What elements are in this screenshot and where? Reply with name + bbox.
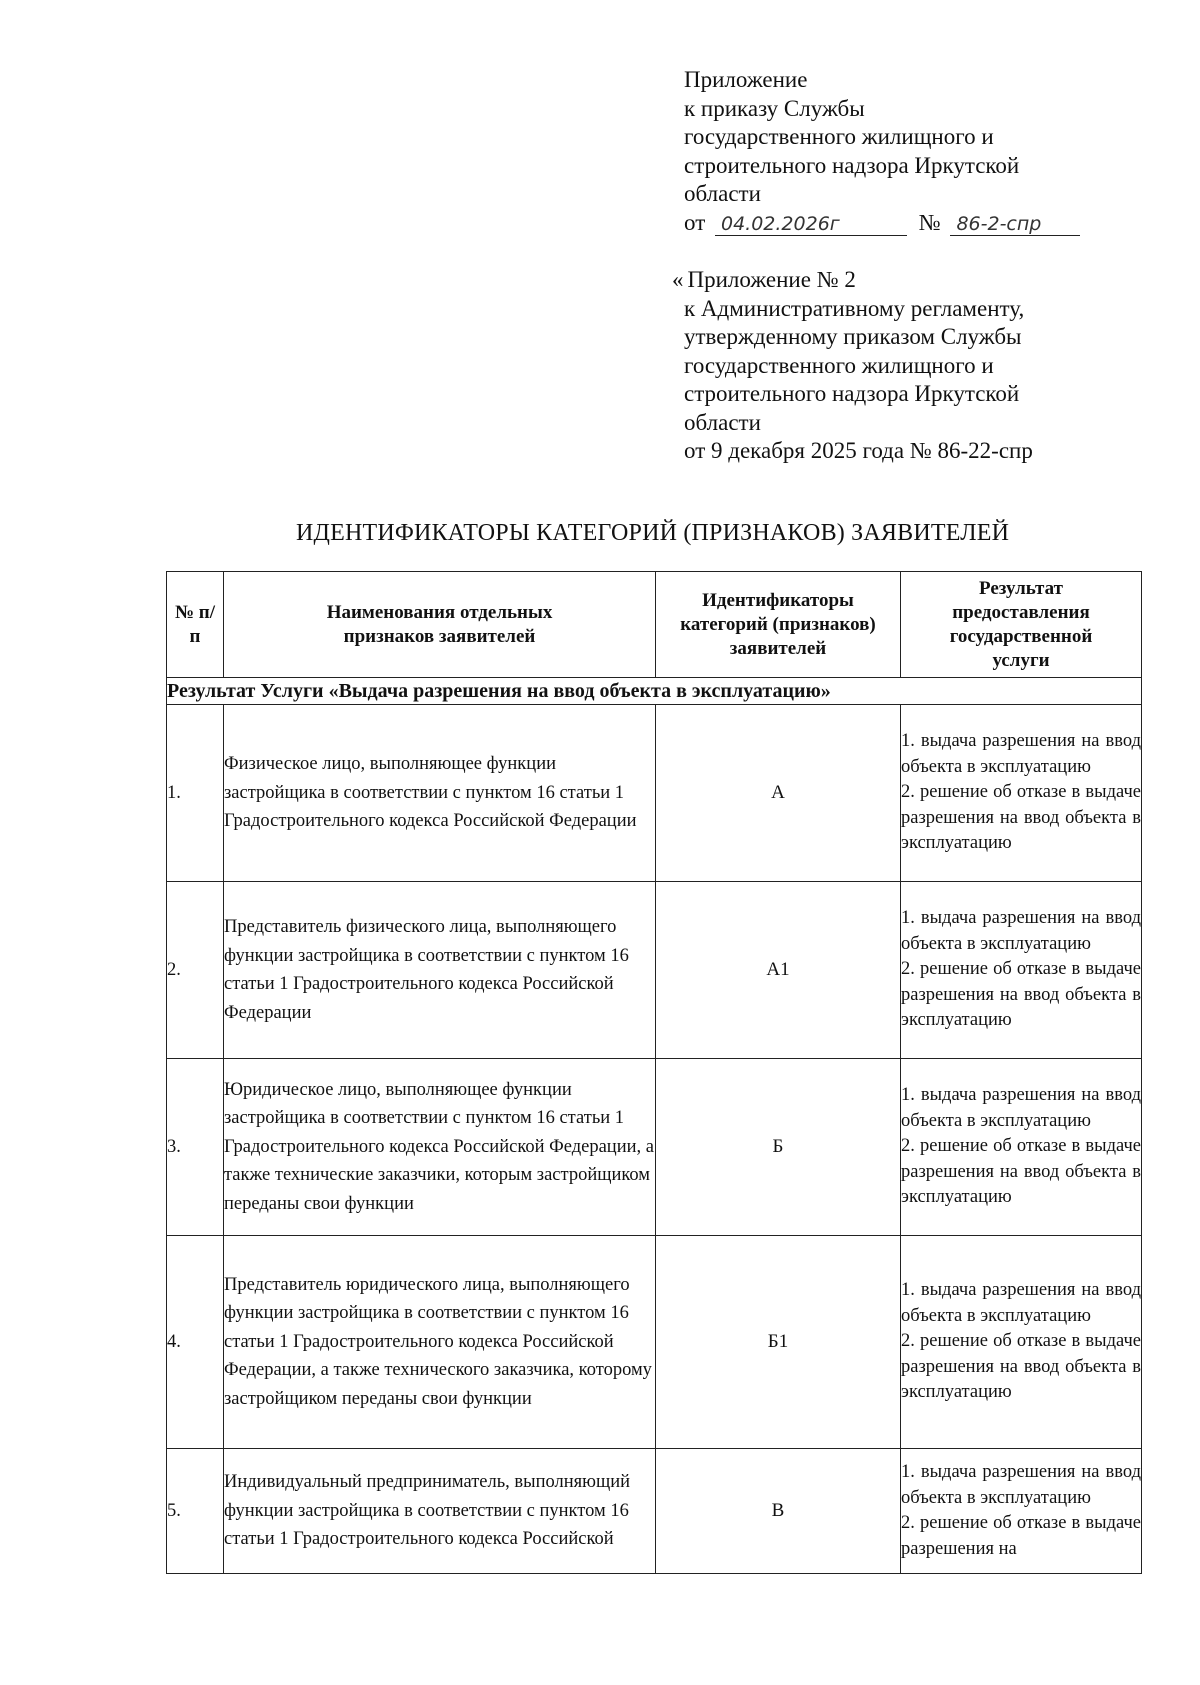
applicant-name: Представитель юридического лица, выполняющего функции застройщика в соответствии с пунктом 16 статьи 1 Градостроительного кодекса Российской Федерации, а также технического заказчика, которому застройщиком переданы свои функции xyxy=(224,1236,656,1449)
header-line: области xyxy=(684,181,761,206)
header-line: Приложение xyxy=(684,67,808,92)
table-header-row xyxy=(167,572,1142,678)
section-title: Результат Услуги «Выдача разрешения на ввод объекта в эксплуатацию» xyxy=(167,678,1142,705)
category-id: В xyxy=(656,1449,901,1574)
row-number: 4. xyxy=(167,1236,224,1449)
service-result xyxy=(901,1059,1142,1236)
result-item: 1. выдача разрешения на ввод объекта в эксплуатацию xyxy=(901,1085,1141,1131)
column-header-num: № п/п xyxy=(167,572,224,678)
applicant-name: Физическое лицо, выполняющее функции застройщика в соответствии с пунктом 16 статьи 1 Градостроительного кодекса Российской Федерации xyxy=(224,705,656,882)
category-id: А xyxy=(656,705,901,882)
result-item: 1. выдача разрешения на ввод объекта в эксплуатацию xyxy=(901,1280,1141,1326)
handwritten-number: 86-2-спр xyxy=(950,213,1080,236)
column-header-id: Идентификаторы категорий (признаков) заявителей xyxy=(656,572,901,678)
table-row xyxy=(167,882,1142,1059)
result-item: 2. решение об отказе в выдаче разрешения на ввод объекта в эксплуатацию xyxy=(901,1331,1141,1403)
column-header-name: Наименования отдельных признаков заявителей xyxy=(224,572,656,678)
number-sign: № xyxy=(918,209,941,235)
date-prefix: от xyxy=(684,209,706,235)
result-item: 2. решение об отказе в выдаче разрешения на ввод объекта в эксплуатацию xyxy=(901,782,1141,854)
order-date-line xyxy=(684,209,1124,238)
section-row xyxy=(167,678,1142,705)
appendix-line: строительного надзора Иркутской xyxy=(684,381,1020,406)
row-number: 2. xyxy=(167,882,224,1059)
opening-quote: « xyxy=(672,267,684,292)
appendix-line: от 9 декабря 2025 года № 86-22-спр xyxy=(684,438,1033,463)
service-result xyxy=(901,705,1142,882)
row-number: 3. xyxy=(167,1059,224,1236)
table-row xyxy=(167,1236,1142,1449)
order-header xyxy=(684,66,1124,237)
appendix-line: области xyxy=(684,409,761,435)
appendix-line xyxy=(672,266,1112,295)
table-row xyxy=(167,1059,1142,1236)
result-item: 1. выдача разрешения на ввод объекта в эксплуатацию xyxy=(901,1462,1141,1508)
appendix-header xyxy=(672,266,1112,466)
appendix-line: к Административному регламенту, xyxy=(684,295,1025,321)
column-header-result: Результат предоставления государственной услуги xyxy=(901,572,1142,678)
applicant-categories-table xyxy=(166,571,1142,1574)
result-item: 1. выдача разрешения на ввод объекта в эксплуатацию xyxy=(901,731,1141,777)
result-item: 2. решение об отказе в выдаче разрешения на xyxy=(901,1513,1141,1559)
appendix-line: утвержденному приказом Службы xyxy=(684,324,1022,349)
service-result xyxy=(901,1236,1142,1449)
category-id: Б1 xyxy=(656,1236,901,1449)
row-number: 1. xyxy=(167,705,224,882)
category-id: Б xyxy=(656,1059,901,1236)
appendix-title: Приложение № 2 xyxy=(687,267,856,292)
row-number: 5. xyxy=(167,1449,224,1574)
service-result xyxy=(901,1449,1142,1574)
header-line: государственного жилищного и xyxy=(684,124,994,149)
header-line: строительного надзора Иркутской xyxy=(684,152,1020,178)
applicant-name: Юридическое лицо, выполняющее функции застройщика в соответствии с пунктом 16 статьи 1 Градостроительного кодекса Российской Федерации, а также технические заказчики, которым застройщиком переданы свои функции xyxy=(224,1059,656,1236)
result-item: 1. выдача разрешения на ввод объекта в эксплуатацию xyxy=(901,908,1141,954)
appendix-line: государственного жилищного и xyxy=(684,352,994,378)
category-id: А1 xyxy=(656,882,901,1059)
page-title: ИДЕНТИФИКАТОРЫ КАТЕГОРИЙ (ПРИЗНАКОВ) ЗАЯВИТЕЛЕЙ xyxy=(296,520,1010,546)
table-row xyxy=(167,1449,1142,1574)
table-row xyxy=(167,705,1142,882)
applicant-name: Индивидуальный предприниматель, выполняющий функции застройщика в соответствии с пунктом 16 статьи 1 Градостроительного кодекса Российской xyxy=(224,1449,656,1574)
header-line: к приказу Службы xyxy=(684,95,865,121)
applicant-name: Представитель физического лица, выполняющего функции застройщика в соответствии с пунктом 16 статьи 1 Градостроительного кодекса Российской Федерации xyxy=(224,882,656,1059)
result-item: 2. решение об отказе в выдаче разрешения на ввод объекта в эксплуатацию xyxy=(901,959,1141,1031)
handwritten-date: 04.02.2026г xyxy=(715,213,907,236)
result-item: 2. решение об отказе в выдаче разрешения на ввод объекта в эксплуатацию xyxy=(901,1136,1141,1208)
service-result xyxy=(901,882,1142,1059)
